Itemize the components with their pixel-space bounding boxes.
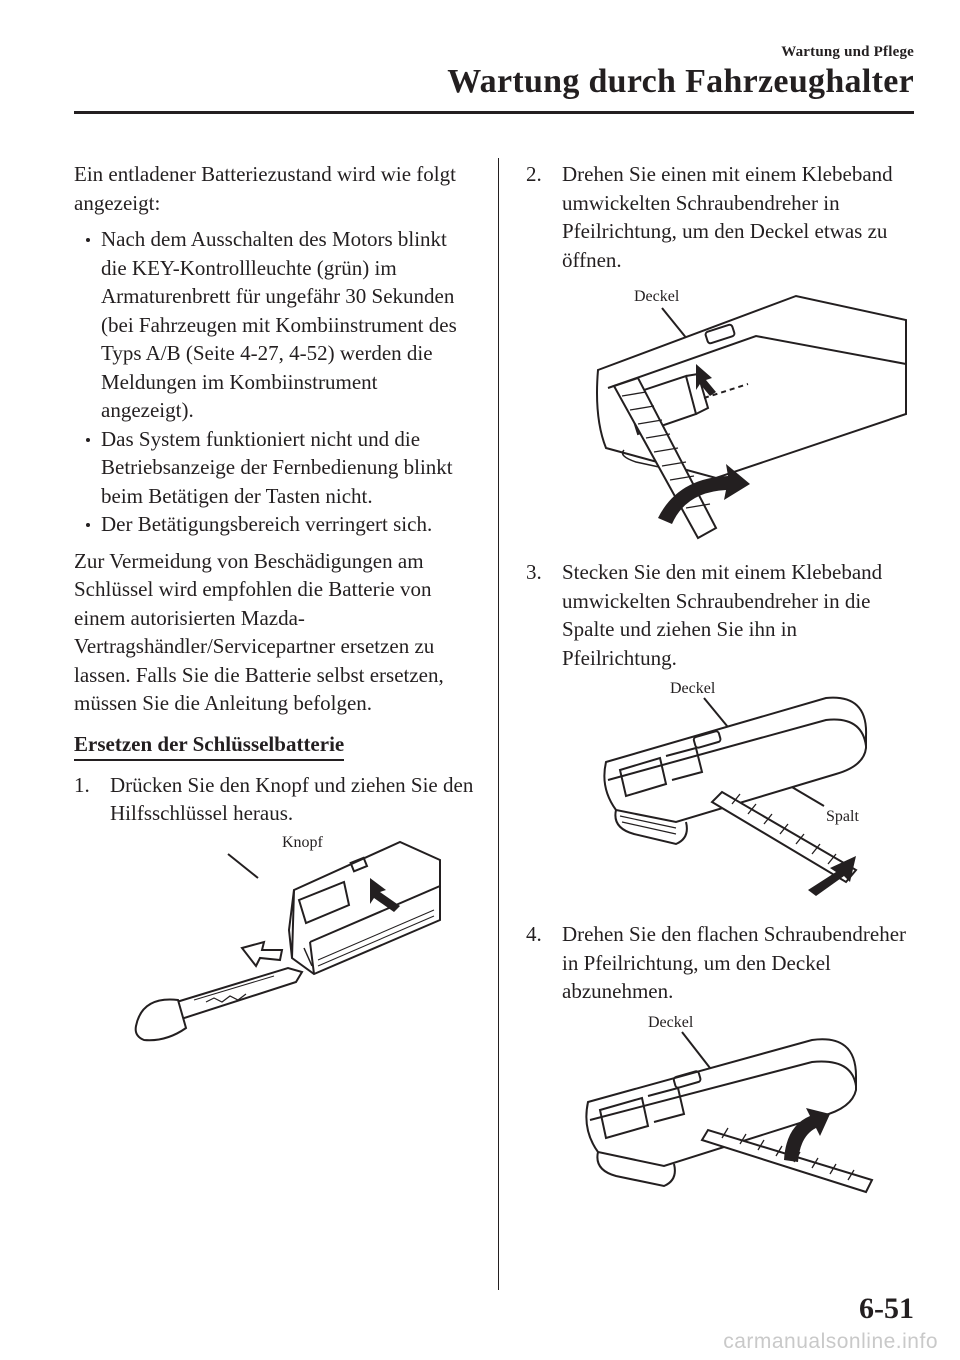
running-header-title: Wartung durch Fahrzeughalter	[447, 63, 914, 100]
header-rule	[74, 111, 914, 114]
figure-label-deckel: Deckel	[634, 288, 680, 305]
figure-label-knopf: Knopf	[282, 833, 323, 851]
left-column	[74, 160, 474, 1070]
step-text: Drehen Sie einen mit einem Klebeband umwickelten Schraubendreher in Pfeilrichtung, um den Deckel etwas zu öffnen.	[562, 162, 893, 272]
key-release-illustration	[74, 830, 474, 1070]
step-4	[526, 920, 916, 1006]
figure-gap-insert	[526, 676, 916, 920]
step-1	[74, 771, 474, 828]
lever-cover-illustration	[526, 278, 916, 558]
column-divider	[498, 158, 499, 1290]
intro-paragraph: Ein entladener Batteriezustand wird wie folgt angezeigt:	[74, 162, 456, 215]
symptom-item: Der Betätigungsbereich verringert sich.	[74, 510, 474, 539]
section-heading: Ersetzen der Schlüsselbatterie	[74, 730, 344, 761]
step-text: Drehen Sie den flachen Schraubendreher in Pfeilrichtung, um den Deckel abzunehmen.	[562, 922, 907, 1003]
bullet-dot-icon	[86, 523, 90, 527]
gap-insert-illustration	[526, 676, 916, 920]
running-header-section: Wartung und Pflege	[781, 44, 914, 60]
step-text: Drücken Sie den Knopf und ziehen Sie den Hilfsschlüssel heraus.	[110, 772, 474, 825]
bullet-dot-icon	[86, 238, 90, 242]
right-column	[526, 160, 916, 1200]
symptom-list	[74, 225, 474, 539]
step-number: 1.	[74, 772, 90, 797]
watermark: carmanualsonline.info	[723, 1330, 938, 1353]
symptom-item: Nach dem Ausschalten des Motors blinkt die KEY-Kontrollleuchte (grün) im Armaturenbrett für ungefähr 30 Sekunden (bei Fahrzeugen mit Kombiinstrument des Typs A/B (Seite 4-27, 4-52) werden die Meldungen im Kombiinstrument angezeigt).	[74, 225, 474, 425]
cover-removal-illustration	[526, 1010, 916, 1200]
step-number: 2.	[526, 162, 542, 186]
figure-lever-cover	[526, 278, 916, 558]
step-number: 4.	[526, 922, 542, 946]
bullet-dot-icon	[86, 438, 90, 442]
figure-cover-removal	[526, 1010, 916, 1200]
step-number: 3.	[526, 560, 542, 584]
step-text: Stecken Sie den mit einem Klebeband umwickelten Schraubendreher in die Spalte und ziehen Sie ihn in Pfeilrichtung.	[562, 560, 883, 670]
symptom-item: Das System funktioniert nicht und die Betriebsanzeige der Fernbedienung blinkt beim Betätigen der Tasten nicht.	[74, 425, 474, 511]
figure-label-deckel: Deckel	[648, 1013, 694, 1031]
figure-label-spalt: Spalt	[826, 808, 859, 825]
step-3	[526, 558, 916, 672]
page-number: 6-51	[859, 1292, 914, 1325]
recommendation-paragraph: Zur Vermeidung von Beschädigungen am Schlüssel wird empfohlen die Batterie von einem autorisierten Mazda-Vertragshändler/Servicepartner ersetzen zu lassen. Falls Sie die Batterie selbst ersetzen, müssen Sie die Anleitung befolgen.	[74, 548, 444, 715]
figure-label-deckel: Deckel	[670, 680, 716, 697]
step-2	[526, 160, 916, 274]
figure-key-release	[74, 830, 474, 1070]
